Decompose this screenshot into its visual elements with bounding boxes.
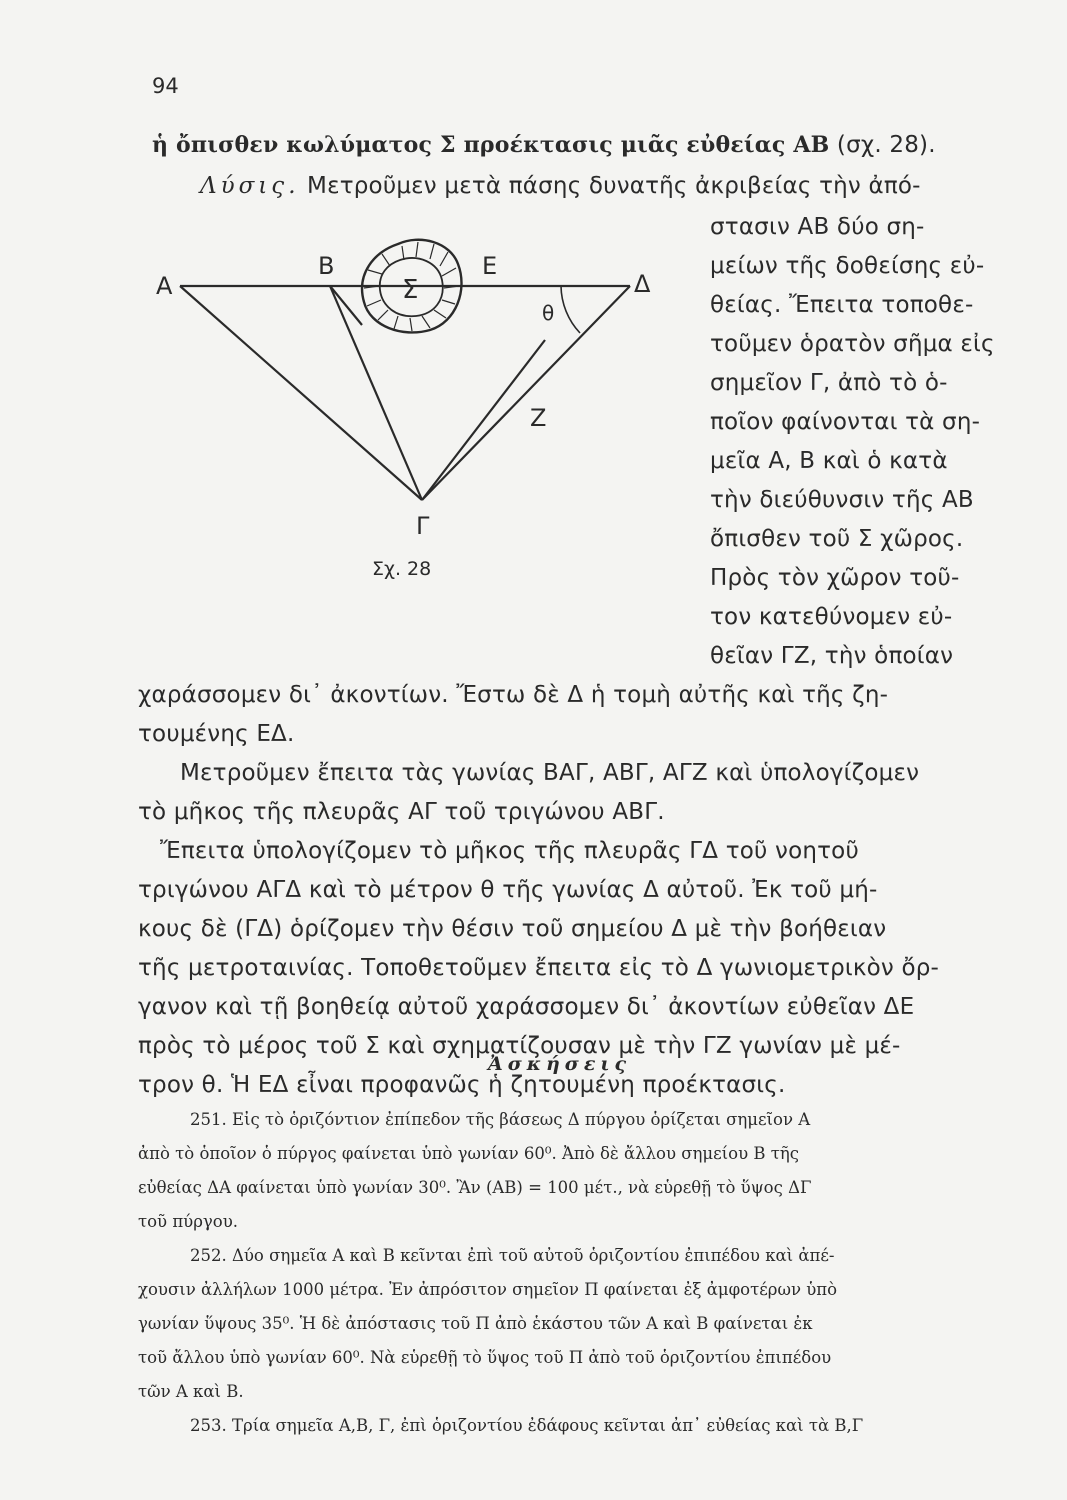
paragraph-line: τὸ μῆκος τῆς πλευρᾶς ΑΓ τοῦ τριγώνου ΑΒΓ. — [138, 799, 665, 825]
paragraph-line: τριγώνου ΑΓΔ καὶ τὸ μέτρον θ τῆς γωνίας Δ αὐτοῦ. Ἐκ τοῦ μή- — [138, 877, 878, 903]
paragraph-line: τον κατεθύνομεν εὐ- — [710, 604, 953, 630]
exercises-title: Ἀσκήσεις — [488, 1053, 632, 1075]
exercise-line: γωνίαν ὕψους 35⁰. Ἡ δὲ ἀπόστασις τοῦ Π ἀπὸ ἑκάστου τῶν Α καὶ Β φαίνεται ἐκ — [138, 1314, 813, 1333]
exercise-line: 251. Εἰς τὸ ὁριζόντιον ἐπίπεδον τῆς βάσεως Δ πύργου ὁρίζεται σημεῖον Α — [190, 1110, 811, 1129]
line-gamma-z — [422, 340, 545, 500]
line-b-gamma — [330, 286, 422, 500]
label-a: Α — [156, 272, 173, 300]
figure-reference: (σχ. 28). — [829, 132, 936, 158]
exercise-line: τοῦ πύργου. — [138, 1212, 238, 1231]
line-d-gamma — [422, 286, 630, 500]
paragraph-line: στασιν ΑΒ δύο ση- — [710, 214, 925, 240]
paragraph-line: Μετροῦμεν μετὰ πάσης δυνατῆς ἀκριβείας τὴν ἀπό- — [307, 173, 921, 199]
label-gamma: Γ — [416, 512, 430, 540]
page-number: 94 — [152, 74, 179, 98]
line-b-obstacle — [330, 286, 362, 325]
paragraph-line: μεῖα Α, Β καὶ ὁ κατὰ — [710, 448, 948, 474]
label-z: Ζ — [530, 404, 547, 432]
label-b: Β — [318, 252, 335, 280]
paragraph-line: Ἔπειτα ὑπολογίζομεν τὸ μῆκος τῆς πλευρᾶς ΓΔ τοῦ νοητοῦ — [160, 838, 859, 864]
label-d: Δ — [634, 270, 651, 298]
paragraph-line: μείων τῆς δοθείσης εὐ- — [710, 253, 985, 279]
problem-heading — [152, 132, 936, 158]
paragraph-line: Πρὸς τὸν χῶρον τοῦ- — [710, 565, 960, 591]
paragraph-line: χαράσσομεν δι᾽ ἀκοντίων. Ἔστω δὲ Δ ἡ τομὴ αὐτῆς καὶ τῆς ζη- — [138, 682, 889, 708]
paragraph-line: τοῦμεν ὁρατὸν σῆμα εἰς — [710, 331, 995, 357]
exercise-line: 252. Δύο σημεῖα Α καὶ Β κεῖνται ἐπὶ τοῦ αὐτοῦ ὁριζοντίου ἐπιπέδου καὶ ἀπέ- — [190, 1246, 835, 1265]
paragraph-line: τρον θ. Ἡ ΕΔ εἶναι προφανῶς ἡ ζητουμένη προέκτασις. — [138, 1072, 786, 1098]
label-e: Ε — [482, 252, 498, 280]
paragraph-line: τὴν διεύθυνσιν τῆς ΑΒ — [710, 487, 974, 513]
paragraph-line: ποῖον φαίνονται τὰ ση- — [710, 409, 981, 435]
solution-line — [200, 173, 921, 199]
paragraph-line: σημεῖον Γ, ἀπὸ τὸ ὁ- — [710, 370, 948, 396]
line-a-gamma — [180, 286, 422, 500]
exercise-line: τοῦ ἄλλου ὑπὸ γωνίαν 60⁰. Νὰ εὑρεθῇ τὸ ὕψος τοῦ Π ἀπὸ τοῦ ὁριζοντίου ἐπιπέδου — [138, 1348, 832, 1367]
paragraph-line: κους δὲ (ΓΔ) ὁρίζομεν τὴν θέσιν τοῦ σημείου Δ μὲ τὴν βοήθειαν — [138, 916, 887, 942]
paragraph-line: τῆς μετροταινίας. Τοποθετοῦμεν ἔπειτα εἰς τὸ Δ γωνιομετρικὸν ὄρ- — [138, 955, 940, 981]
label-sigma: Σ — [402, 275, 419, 305]
solution-label: Λύσις. — [200, 173, 300, 199]
problem-heading-bold: ἡ ὄπισθεν κωλύματος Σ προέκτασις μιᾶς εὐθείας ΑΒ — [152, 132, 830, 158]
paragraph-line: γανον καὶ τῇ βοηθείᾳ αὐτοῦ χαράσσομεν δι᾽ ἀκοντίων εὐθεῖαν ΔΕ — [138, 994, 915, 1020]
exercise-line: χουσιν ἀλλήλων 1000 μέτρα. Ἐν ἀπρόσιτον σημεῖον Π φαίνεται ἐξ ἀμφοτέρων ὑπὸ — [138, 1280, 838, 1299]
figure-caption: Σχ. 28 — [372, 558, 432, 580]
paragraph-line: θείας. Ἔπειτα τοποθε- — [710, 292, 974, 318]
figure-28 — [150, 230, 680, 560]
paragraph-line: ὄπισθεν τοῦ Σ χῶρος. — [710, 526, 964, 552]
label-theta: θ — [542, 301, 555, 325]
exercise-line: εὐθείας ΔΑ φαίνεται ὑπὸ γωνίαν 30⁰. Ἂν (ΑΒ) = 100 μέτ., νὰ εὑρεθῇ τὸ ὕψος ΔΓ — [138, 1178, 812, 1197]
exercise-line: τῶν Α καὶ Β. — [138, 1382, 244, 1401]
paragraph-line: Μετροῦμεν ἔπειτα τὰς γωνίας ΒΑΓ, ΑΒΓ, ΑΓΖ καὶ ὑπολογίζομεν — [180, 760, 920, 786]
paragraph-line: τουμένης ΕΔ. — [138, 721, 295, 747]
theta-arc — [561, 286, 580, 333]
exercise-line: 253. Τρία σημεῖα Α,Β, Γ, ἐπὶ ὁριζοντίου ἐδάφους κεῖνται ἀπ᾽ εὐθείας καὶ τὰ Β,Γ — [190, 1416, 864, 1435]
paragraph-line: θεῖαν ΓΖ, τὴν ὁποίαν — [710, 643, 954, 669]
exercise-line: ἀπὸ τὸ ὁποῖον ὁ πύργος φαίνεται ὑπὸ γωνίαν 60⁰. Ἀπὸ δὲ ἄλλου σημείου Β τῆς — [138, 1144, 799, 1163]
paragraph-line: πρὸς τὸ μέρος τοῦ Σ καὶ σχηματίζουσαν μὲ τὴν ΓΖ γωνίαν μὲ μέ- — [138, 1033, 901, 1059]
